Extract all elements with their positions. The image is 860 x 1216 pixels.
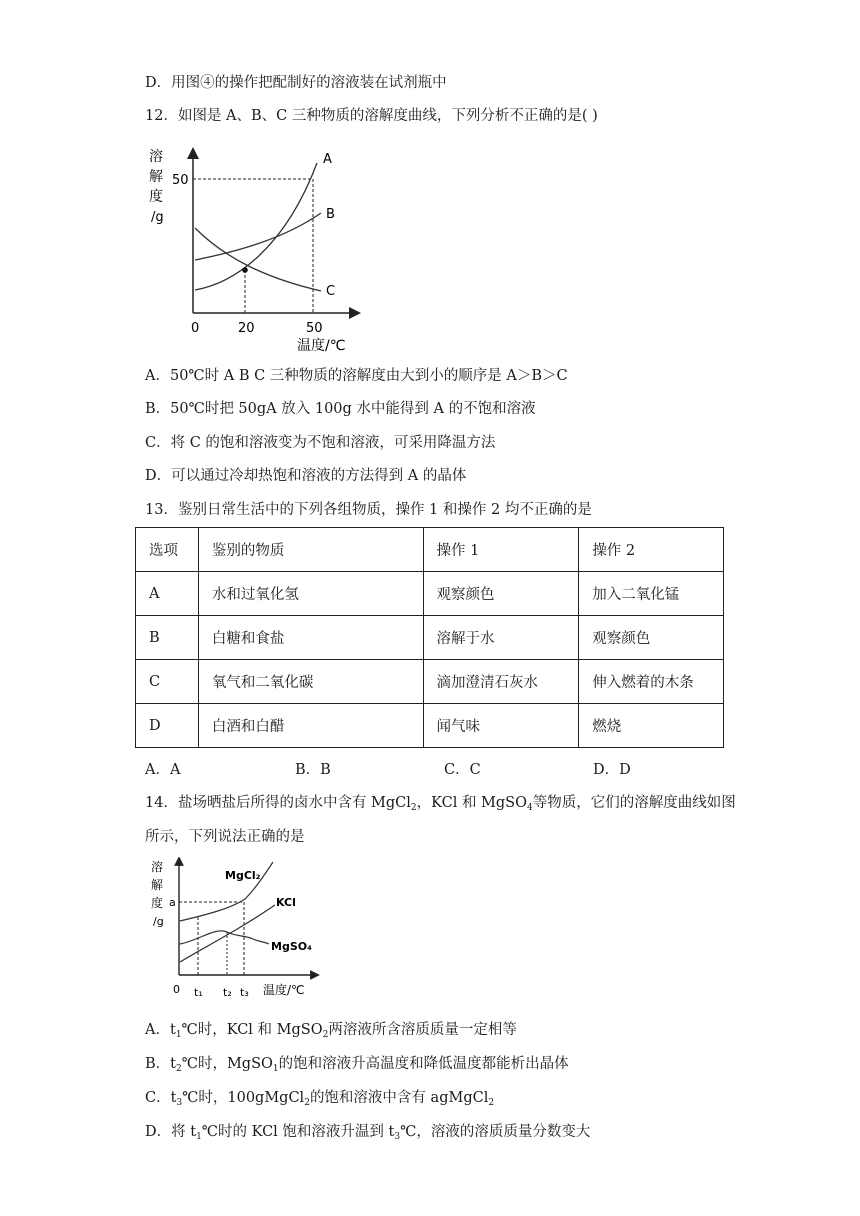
q13-stem: 13．鉴别日常生活中的下列各组物质，操作 1 和操作 2 均不正确的是 [145,502,592,518]
q14-ylabel-3: 度 [151,896,164,910]
q13-choice-b: B．B [295,762,331,778]
q12-xlabel: 温度/℃ [297,338,346,354]
q11-option-d: D．用图④的操作把配制好的溶液装在试剂瓶中 [145,75,447,91]
table-cell: 白酒和白醋 [198,704,423,748]
q12-solubility-graph [145,143,370,358]
q14-option-c: C．$t_3℃$时，100gMgCl$_2$的饱和溶液中含有 agMgCl$_2$ [145,1090,495,1108]
q12-x-tick-50: 50 [306,321,323,336]
q14-stem-line2: 所示，下列说法正确的是 [145,829,305,845]
q14-label-kcl: KCl [276,896,296,909]
q12-ylabel-2: 解 [149,169,163,185]
q12-x-tick-20: 20 [238,321,255,336]
q14-x-tick-t1: t₁ [194,986,203,999]
table-cell: 水和过氧化氢 [198,572,423,616]
q12-option-a: A．50℃时 A B C 三种物质的溶解度由大到小的顺序是 A＞B＞C [145,368,568,384]
q14-stem-line1: 14．盐场晒盐后所得的卤水中含有 MgCl$_2$，KCl 和 MgSO$_4$等物质，它们的溶解度曲线如图 [145,795,736,813]
q12-ylabel-4: /g [151,210,164,225]
q14-x-tick-t3: t₃ [240,986,249,999]
table-row [136,572,724,616]
table-cell: 观察颜色 [579,616,724,660]
table-header-row [136,528,724,572]
table-cell: 加入二氧化锰 [579,572,724,616]
q14-ylabel-4: /g [153,915,164,928]
table-cell: 白糖和食盐 [198,616,423,660]
q12-label-a: A [323,152,332,167]
table-row [136,616,724,660]
q12-option-b: B．50℃时把 50gA 放入 100g 水中能得到 A 的不饱和溶液 [145,401,536,417]
q12-curve-c [195,228,321,291]
table-cell: 闻气味 [423,704,579,748]
q14-ylabel-2: 解 [151,878,164,892]
q14-xlabel: 温度/℃ [263,983,305,997]
q14-curve-mgso4 [180,931,269,944]
table-row [136,704,724,748]
q12-label-b: B [326,207,335,222]
q12-option-d: D．可以通过冷却热饱和溶液的方法得到 A 的晶体 [145,468,467,484]
table-header-cell: 选项 [136,528,199,572]
table-header-cell: 操作 2 [579,528,724,572]
q13-choice-d: D．D [593,762,631,778]
q14-y-tick-a: a [169,896,176,909]
q13-table [135,527,724,748]
q12-intersection-point [242,267,248,273]
q12-option-c: C．将 C 的饱和溶液变为不饱和溶液，可采用降温方法 [145,435,496,451]
q14-origin: 0 [173,983,180,996]
table-row [136,660,724,704]
q12-ylabel-3: 度 [149,189,163,205]
q12-curve-b [195,213,321,260]
table-cell: 燃烧 [579,704,724,748]
q14-label-mgso4: MgSO₄ [271,940,312,953]
table-cell: 观察颜色 [423,572,579,616]
table-cell: 氧气和二氧化碳 [198,660,423,704]
table-cell: C [136,660,199,704]
q14-ylabel-1: 溶 [151,860,164,874]
q12-ylabel-1: 溶 [149,149,163,165]
q13-choice-c: C．C [444,762,481,778]
table-cell: A [136,572,199,616]
q14-x-tick-t2: t₂ [223,986,232,999]
q14-option-a: A．$t_1℃$时，KCl 和 MgSO$_2$两溶液所含溶质质量一定相等 [145,1022,517,1040]
table-cell: B [136,616,199,660]
q12-x-tick-0: 0 [191,321,200,336]
q12-label-c: C [326,284,336,299]
table-cell: D [136,704,199,748]
table-header-cell: 操作 1 [423,528,579,572]
table-cell: 伸入燃着的木条 [579,660,724,704]
q13-choice-a: A．A [145,762,181,778]
table-header-cell: 鉴别的物质 [198,528,423,572]
q14-solubility-graph [145,857,320,1007]
table-cell: 溶解于水 [423,616,579,660]
q12-stem: 12．如图是 A、B、C 三种物质的溶解度曲线，下列分析不正确的是( ) [145,108,598,124]
q14-label-mgcl2: MgCl₂ [225,869,261,882]
q14-option-b: B．$t_2℃$时，MgSO$_1$的饱和溶液升高温度和降低温度都能析出晶体 [145,1056,569,1074]
q12-y-tick-50: 50 [172,173,189,188]
q14-option-d: D．将 $t_1℃$时的 KCl 饱和溶液升温到 $t_3℃$，溶液的溶质质量分数变大 [145,1124,591,1142]
table-cell: 滴加澄清石灰水 [423,660,579,704]
